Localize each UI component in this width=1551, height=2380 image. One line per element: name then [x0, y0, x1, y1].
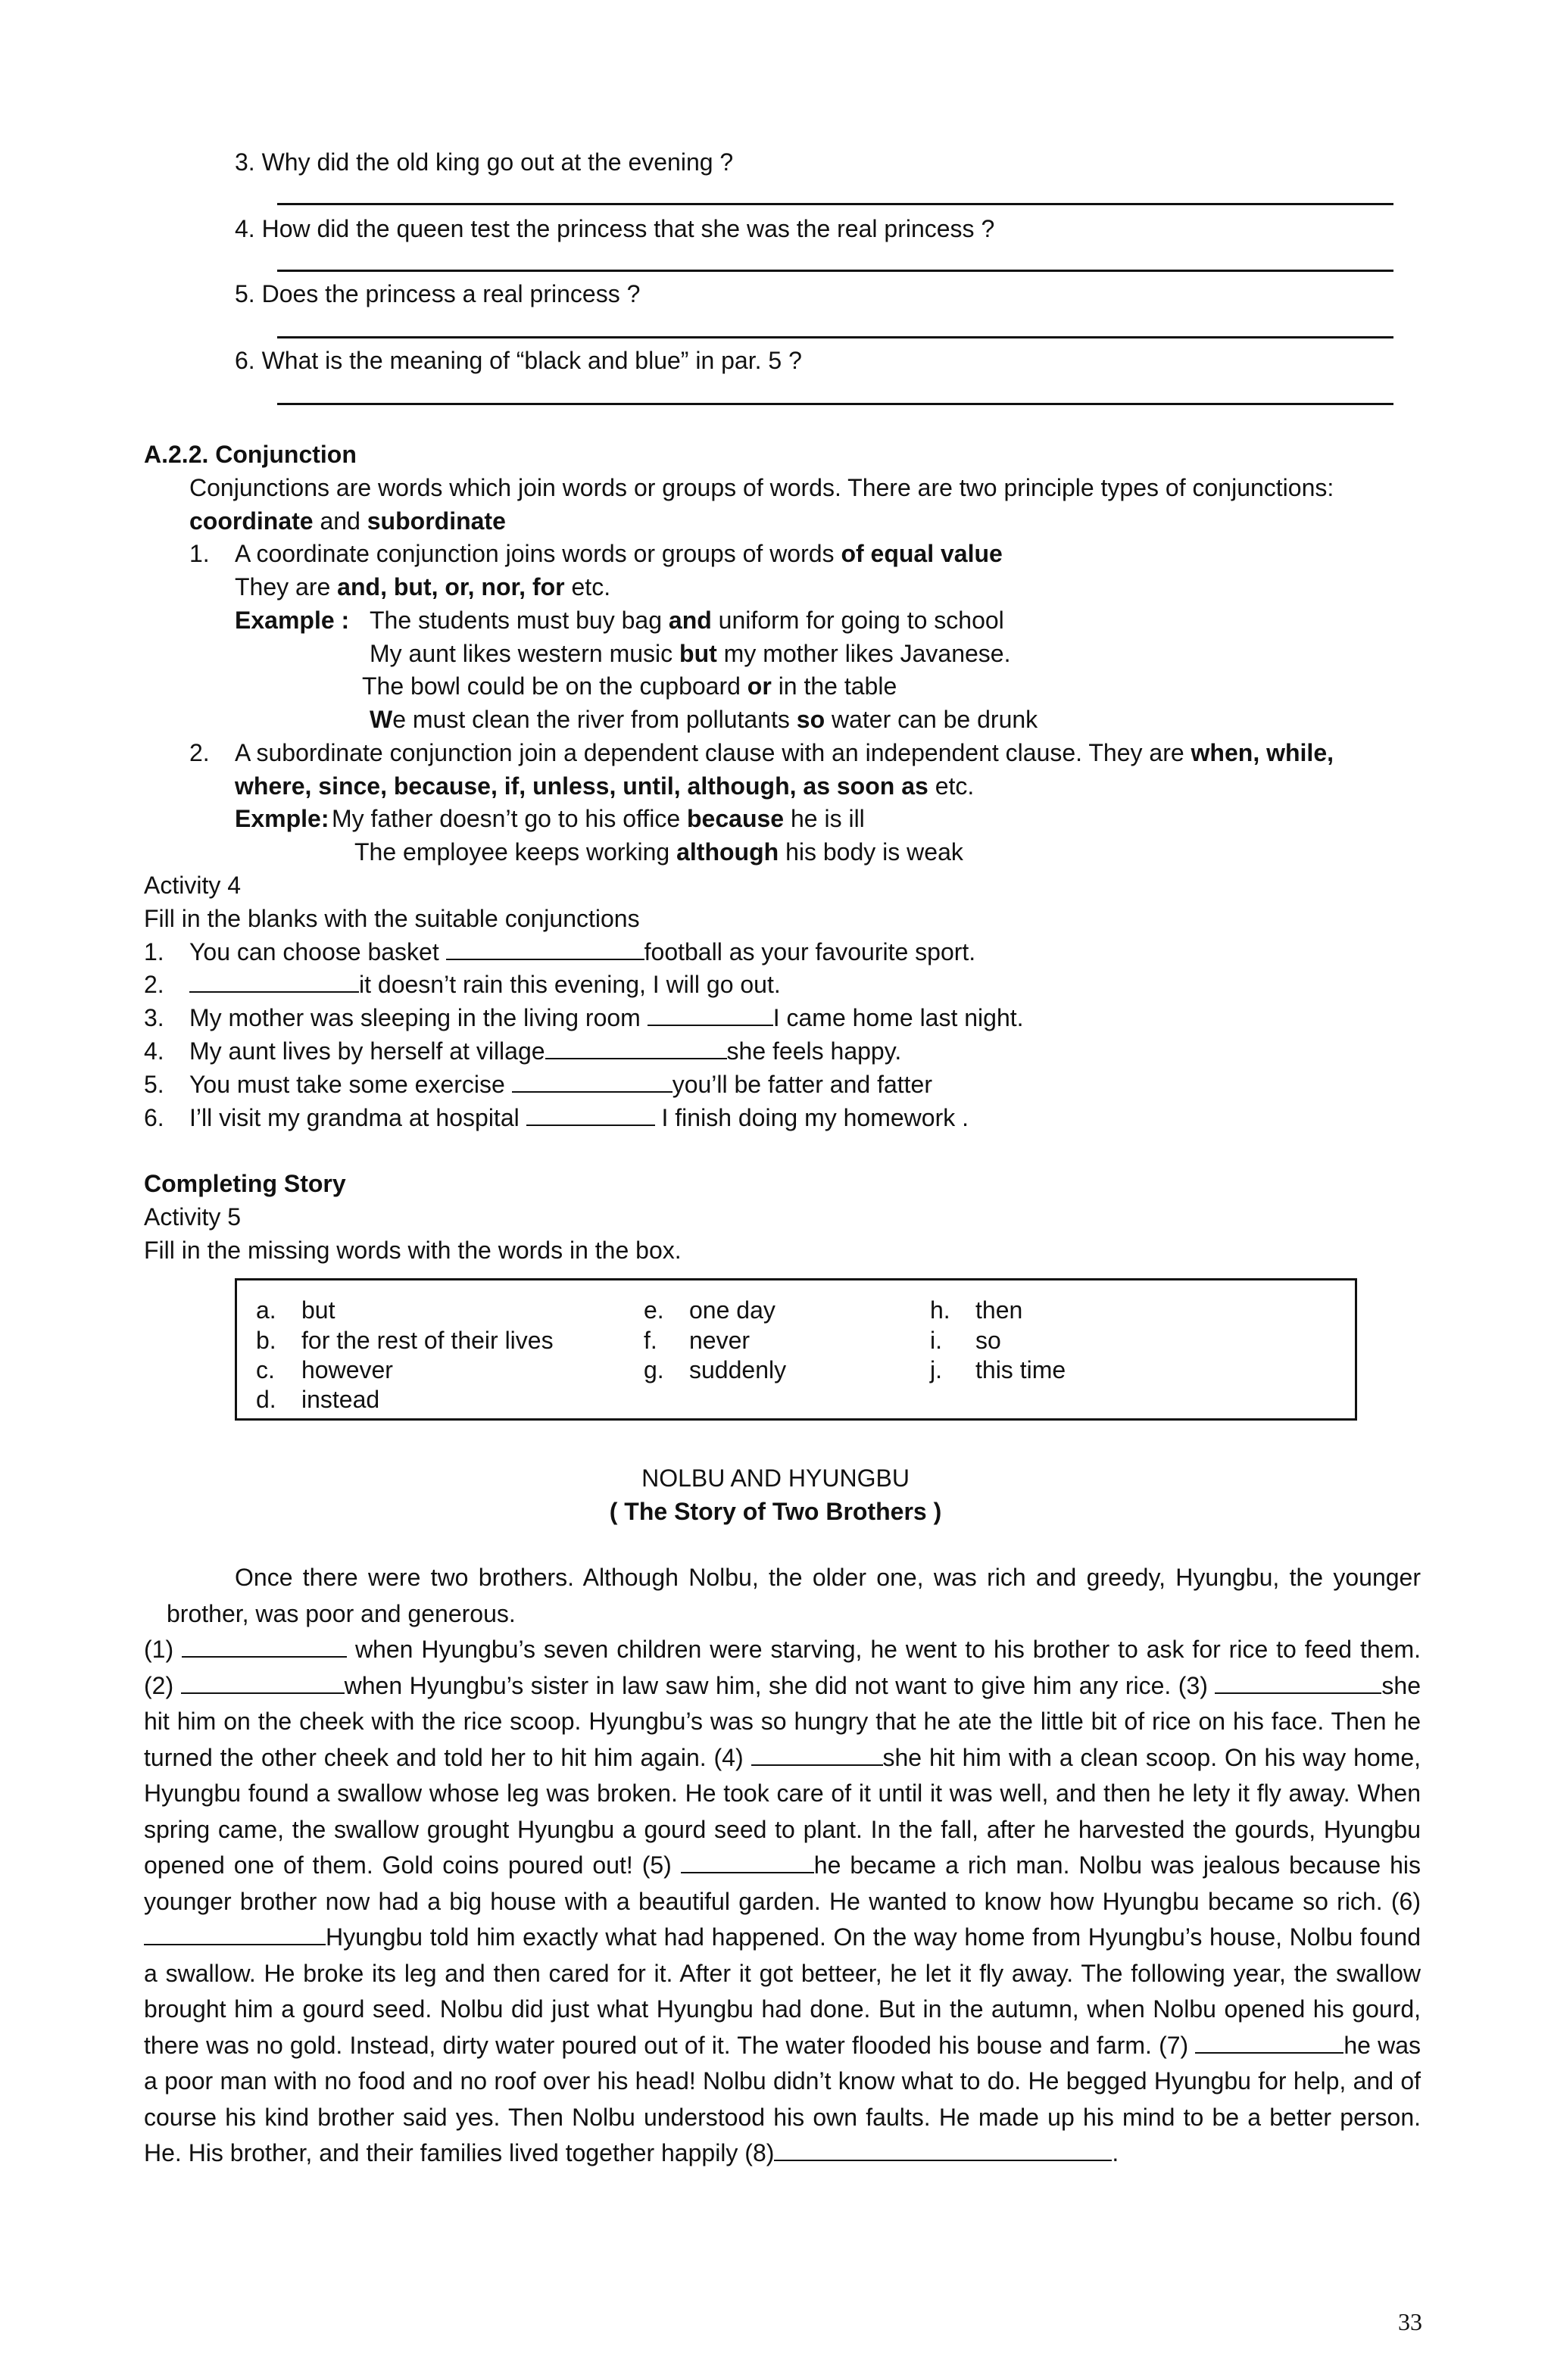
word-option: never — [689, 1327, 751, 1354]
exercise-number: 5. — [144, 1071, 164, 1098]
completing-story-heading: Completing Story — [144, 1170, 346, 1197]
fill-blank[interactable] — [512, 1071, 673, 1093]
exercise-number: 6. — [144, 1104, 164, 1131]
story-blank-1[interactable] — [182, 1636, 347, 1658]
story-subtitle: ( The Story of Two Brothers ) — [609, 1498, 942, 1525]
exercise-item: I’ll visit my grandma at hospital I finish doing my homework . — [189, 1104, 969, 1131]
story-blank-2[interactable] — [181, 1673, 345, 1694]
word-option: suddenly — [689, 1356, 787, 1383]
word-option: however — [301, 1356, 393, 1383]
list-number: 2. — [189, 739, 210, 766]
story-title: NOLBU AND HYUNGBU — [641, 1464, 910, 1492]
subordinate-definition: A subordinate conjunction join a dependent clause with an independent clause. They are when, while, — [235, 739, 1334, 766]
conjunction-types: coordinate and subordinate — [189, 507, 506, 535]
word-option-letter: d. — [256, 1386, 276, 1413]
word-option-letter: g. — [644, 1356, 664, 1383]
coordinate-definition: A coordinate conjunction joins words or groups of words of equal value — [235, 540, 1003, 567]
question-5: 5. Does the princess a real princess ? — [235, 280, 641, 307]
activity-5-title: Activity 5 — [144, 1203, 242, 1231]
coordinate-list: They are and, but, or, nor, for etc. — [235, 573, 611, 600]
story-blank-5[interactable] — [681, 1852, 814, 1873]
answer-line-6[interactable] — [277, 403, 1393, 405]
fill-blank[interactable] — [189, 972, 359, 993]
example-sentence: The bowl could be on the cupboard or in the table — [362, 672, 897, 700]
exercise-item: My aunt lives by herself at village she feels happy. — [189, 1037, 902, 1065]
answer-line-3[interactable] — [277, 203, 1393, 205]
conjunction-intro: Conjunctions are words which join words or groups of words. There are two principle types of conjunctions: — [189, 474, 1334, 501]
exercise-item: My mother was sleeping in the living room I came home last night. — [189, 1004, 1024, 1031]
activity-5-instruction: Fill in the missing words with the words in the box. — [144, 1237, 682, 1264]
word-option: instead — [301, 1386, 380, 1413]
story-blank-8[interactable] — [774, 2140, 1112, 2161]
activity-4-instruction: Fill in the blanks with the suitable conjunctions — [144, 905, 640, 932]
question-6: 6. What is the meaning of “black and blue” in par. 5 ? — [235, 347, 802, 374]
word-option-letter: a. — [256, 1296, 276, 1324]
word-option: this time — [975, 1356, 1066, 1383]
answer-line-5[interactable] — [277, 336, 1393, 338]
word-option: then — [975, 1296, 1023, 1324]
word-option-letter: j. — [930, 1356, 942, 1383]
word-option: but — [301, 1296, 335, 1324]
exercise-item: You can choose basket football as your favourite sport. — [189, 938, 976, 965]
example-sentence: My father doesn’t go to his office because he is ill — [332, 805, 865, 832]
exmple-label: Exmple: — [235, 805, 329, 832]
exercise-number: 2. — [144, 971, 164, 998]
word-option-letter: b. — [256, 1327, 276, 1354]
fill-blank[interactable] — [526, 1105, 655, 1126]
word-option-letter: e. — [644, 1296, 664, 1324]
word-option-letter: c. — [256, 1356, 275, 1383]
story-paragraph-intro: Once there were two brothers. Although Nolbu, the older one, was rich and greedy, Hyungbu, the younger brother, was poor and generous. — [167, 1564, 1421, 1627]
exercise-item: it doesn’t rain this evening, I will go out. — [189, 971, 781, 999]
word-option: one day — [689, 1296, 776, 1324]
exercise-number: 1. — [144, 938, 164, 965]
story-blank-7[interactable] — [1195, 2032, 1343, 2054]
example-sentence: My aunt likes western music but my mother likes Javanese. — [370, 640, 1011, 667]
list-number: 1. — [189, 540, 210, 567]
section-heading-conjunction: A.2.2. Conjunction — [144, 441, 357, 468]
example-sentence: The employee keeps working although his body is weak — [354, 838, 963, 866]
answer-line-4[interactable] — [277, 270, 1393, 272]
fill-blank[interactable] — [648, 1005, 773, 1026]
word-option: for the rest of their lives — [301, 1327, 554, 1354]
page-number: 33 — [1398, 2308, 1422, 2335]
example-sentence: We must clean the river from pollutants so water can be drunk — [370, 706, 1038, 733]
exercise-number: 3. — [144, 1004, 164, 1031]
story-paragraph-main: (1) when Hyungbu’s seven children were starving, he went to his brother to ask for rice to feed them. (2) when Hyungbu’s sister in law saw him, she did not want to give him any rice. (3) she hit him on the cheek with the rice scoop. Hyungbu’s was so hungry that he ate the little bit of rice on his face. Then he turned the other cheek and told her to hit him again. (4) she hit him with a clean scoop. On his way home, Hyungbu found a swallow whose leg was broken. He took care of it until it was well, and then he lety it fly away. When spring came, the swallow grought Hyungbu a gourd seed to plant. In the fall, after he harvested the gourds, Hyungbu opened one of them. Gold coins poured out! (5) he became a rich man. Nolbu was jealous because his younger brother now had a big house with a beautiful garden. He wanted to know how Hyungbu became so rich. (6) Hyungbu told him exactly what had happened. On the way home from Hyungbu’s house, Nolbu found a swallow. He broke its leg and then cared for it. After it got betteer, he let it fly away. The following year, the swallow brought him a gourd seed. Nolbu did just what Hyungbu had done. But in the autumn, when Nolbu opened his gourd, there was no gold. Instead, dirty water poured out of it. The water flooded his bouse and farm. (7) he was a poor man with no food and no roof over his head! Nolbu didn’t know what to do. He begged Hyungbu for help, and of course his kind brother said yes. Then Nolbu understood his own faults. He made up his mind to be a better person. He. His brother, and their families lived together happily (8) . — [144, 1636, 1421, 2166]
story-blank-4[interactable] — [751, 1745, 883, 1766]
story-blank-3[interactable] — [1215, 1673, 1381, 1694]
word-option-letter: h. — [930, 1296, 950, 1324]
story-blank-6[interactable] — [144, 1924, 326, 1945]
word-option: so — [975, 1327, 1001, 1354]
fill-blank[interactable] — [446, 939, 644, 960]
subordinate-list: where, since, because, if, unless, until, although, as soon as etc. — [235, 772, 975, 800]
word-option-letter: i. — [930, 1327, 942, 1354]
question-3: 3. Why did the old king go out at the evening ? — [235, 148, 734, 176]
fill-blank[interactable] — [545, 1038, 727, 1059]
word-option-letter: f. — [644, 1327, 657, 1354]
example-label: Example : — [235, 607, 350, 634]
example-sentence: The students must buy bag and uniform for going to school — [370, 607, 1004, 634]
story-text — [144, 1560, 1421, 2172]
activity-4-title: Activity 4 — [144, 872, 242, 899]
question-4: 4. How did the queen test the princess that she was the real princess ? — [235, 215, 995, 242]
exercise-item: You must take some exercise you’ll be fatter and fatter — [189, 1071, 932, 1098]
exercise-number: 4. — [144, 1037, 164, 1065]
